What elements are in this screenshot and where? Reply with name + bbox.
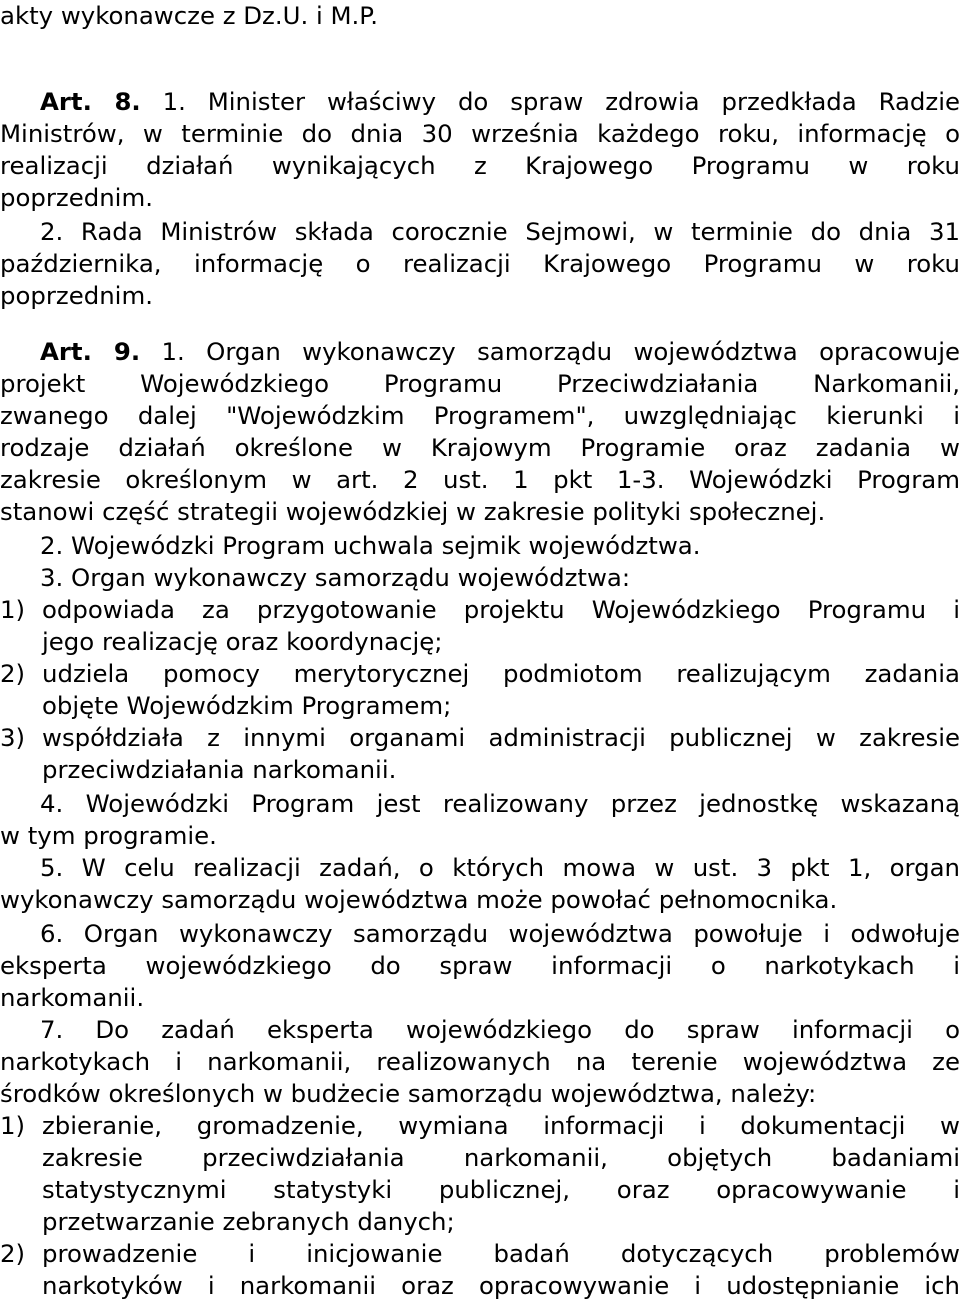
text-line: 5. W celu realizacji zadań, o których mowa w ust. 3 pkt 1, organ: [40, 853, 960, 882]
text-line: jego realizację oraz koordynację;: [42, 627, 443, 656]
text-line: realizacji działań wynikających z Krajowego Programu w roku: [0, 151, 960, 180]
article-label: Art. 9.: [40, 337, 141, 366]
text-line: wykonawczy samorządu województwa może powołać pełnomocnika.: [0, 885, 838, 914]
text-line: 3. Organ wykonawczy samorządu województwa:: [40, 563, 631, 592]
text-line: eksperta wojewódzkiego do spraw informacji o narkotykach i: [0, 951, 960, 980]
text-line: rodzaje działań określone w Krajowym Programie oraz zadania w: [0, 433, 960, 462]
text-line: przeciwdziałania narkomanii.: [42, 755, 397, 784]
text-line: 2. Wojewódzki Program uchwala sejmik województwa.: [40, 531, 701, 560]
text-line: w tym programie.: [0, 821, 217, 850]
text-line: przetwarzanie zebranych danych;: [42, 1207, 455, 1236]
list-item: 2) prowadzenie i inicjowanie badań dotyczących problemów: [0, 1239, 960, 1268]
text-line: akty wykonawcze z Dz.U. i M.P.: [0, 1, 378, 30]
text-line: poprzednim.: [0, 281, 153, 310]
list-item: 3) współdziała z innymi organami administracji publicznej w zakresie: [0, 723, 960, 752]
list-item: 2) udziela pomocy merytorycznej podmiotom realizującym zadania: [0, 659, 960, 688]
article-label: Art. 8.: [40, 87, 141, 116]
text-line: środków określonych w budżecie samorządu województwa, należy:: [0, 1079, 817, 1108]
text-line: 2. Rada Ministrów składa corocznie Sejmowi, w terminie do dnia 31: [40, 217, 960, 246]
list-item: 1) zbieranie, gromadzenie, wymiana informacji i dokumentacji w: [0, 1111, 960, 1140]
text-line: narkotyków i narkomanii oraz opracowywanie i udostępnianie ich: [42, 1271, 960, 1300]
text-line: poprzednim.: [0, 183, 153, 212]
text-line: zwanego dalej "Wojewódzkim Programem", uwzględniając kierunki i: [0, 401, 960, 430]
text-line: narkomanii.: [0, 983, 145, 1012]
text-line: projekt Wojewódzkiego Programu Przeciwdziałania Narkomanii,: [0, 369, 960, 398]
text-line: stanowi część strategii wojewódzkiej w zakresie polityki społecznej.: [0, 497, 826, 526]
text-line: statystycznymi statystyki publicznej, oraz opracowywanie i: [42, 1175, 960, 1204]
text-line: Ministrów, w terminie do dnia 30 września każdego roku, informację o: [0, 119, 960, 148]
article-9-heading-line: Art. 9. 1. Organ wykonawczy samorządu województwa opracowuje: [40, 337, 960, 366]
text-line: października, informację o realizacji Krajowego Programu w roku: [0, 249, 960, 278]
article-8-heading-line: Art. 8. 1. Minister właściwy do spraw zdrowia przedkłada Radzie: [40, 87, 960, 116]
text-line: objęte Wojewódzkim Programem;: [42, 691, 452, 720]
list-item: 1) odpowiada za przygotowanie projektu Wojewódzkiego Programu i: [0, 595, 960, 624]
text-line: zakresie przeciwdziałania narkomanii, objętych badaniami: [42, 1143, 960, 1172]
text-line: 7. Do zadań eksperta wojewódzkiego do spraw informacji o: [40, 1015, 960, 1044]
text-line: zakresie określonym w art. 2 ust. 1 pkt 1-3. Wojewódzki Program: [0, 465, 960, 494]
text-line: 4. Wojewódzki Program jest realizowany przez jednostkę wskazaną: [40, 789, 960, 818]
text-line: 6. Organ wykonawczy samorządu województwa powołuje i odwołuje: [40, 919, 960, 948]
text-line: narkotykach i narkomanii, realizowanych na terenie województwa ze: [0, 1047, 960, 1076]
